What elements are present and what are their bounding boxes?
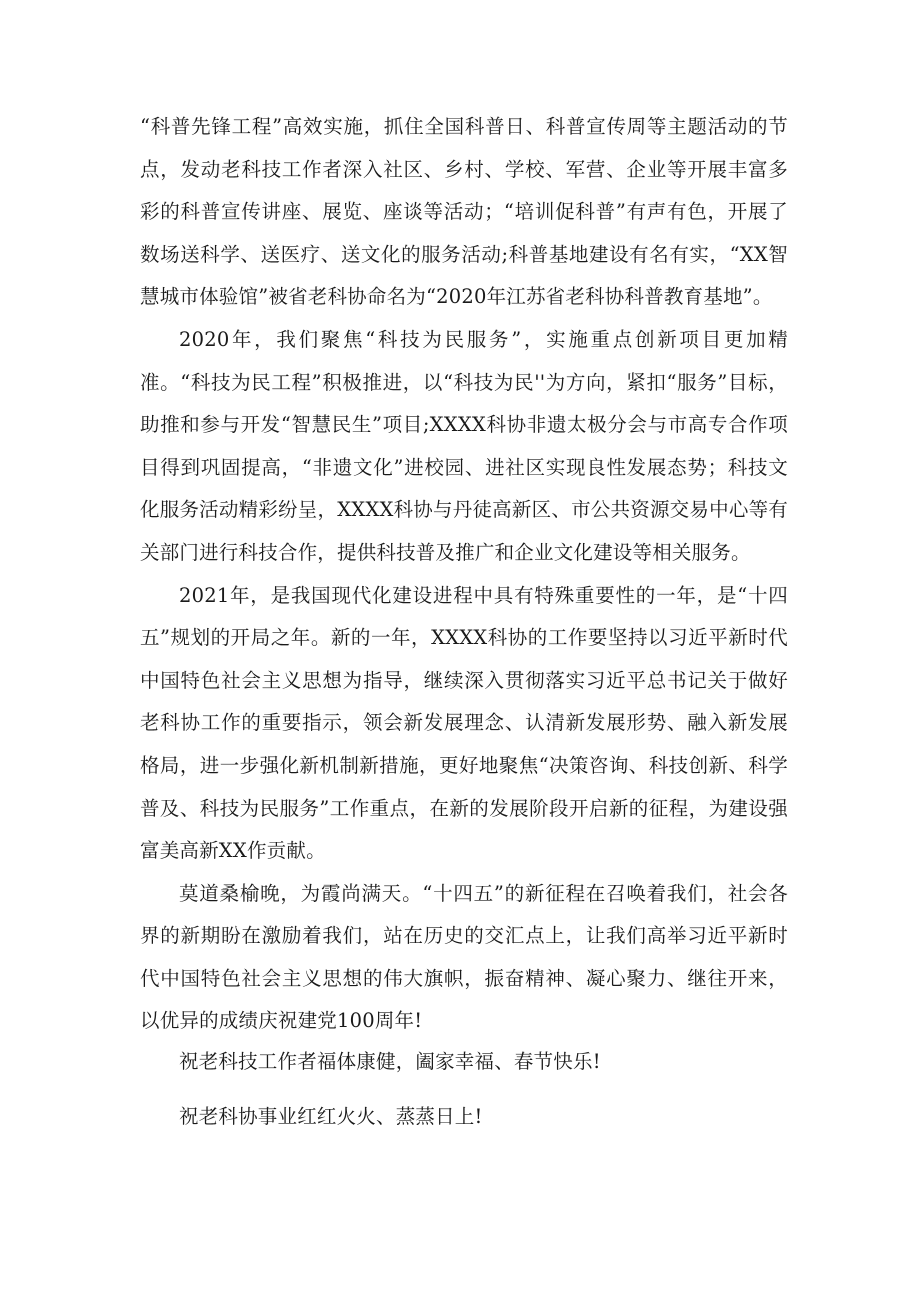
paragraph-closing-call: 莫道桑榆晚，为霞尚满天。“十四五”的新征程在召唤着我们，社会各界的新期盼在激励着我们，站在历史的交汇点上，让我们高举习近平新时代中国特色社会主义思想的伟大旗帜，振奋精神、凝心聚力、继往开来，以优异的成绩庆祝建党100周年! [140, 881, 788, 1033]
greeting-wish-prosperity: 祝老科协事业红红火火、蒸蒸日上! [179, 1104, 483, 1128]
paragraph-2020-review: 2020年，我们聚焦“科技为民服务”，实施重点创新项目更加精准。“科技为民工程”积极推进，以“科技为民''为方向，紧扣“服务”目标，助推和参与开发“智慧民生”项目;XXXX科协非遗太极分会与市高专合作项目得到巩固提高，“非遗文化”进校园、进社区实现良性发展态势；科技文化服务活动精彩纷呈，XXXX科协与丹徒高新区、市公共资源交易中心等有关部门进行科技合作，提供科技普及推广和企业文化建设等相关服务。 [140, 327, 788, 564]
paragraph-science-popularization: “科普先锋工程”高效实施，抓住全国科普日、科普宣传周等主题活动的节点，发动老科技工作者深入社区、乡村、学校、军营、企业等开展丰富多彩的科普宣传讲座、展览、座谈等活动；“培训促科普”有声有色，开展了数场送科学、送医疗、送文化的服务活动;科普基地建设有名有实，“XX智慧城市体验馆”被省老科协命名为“2020年江苏省老科协科普教育基地”。 [140, 115, 788, 309]
greeting-wish-health: 祝老科技工作者福体康健，阖家幸福、春节快乐! [179, 1050, 601, 1074]
paragraph-2021-plan: 2021年，是我国现代化建设进程中具有特殊重要性的一年，是“十四五”规划的开局之年。新的一年，XXXX科协的工作要坚持以习近平新时代中国特色社会主义思想为指导，继续深入贯彻落实习近平总书记关于做好老科协工作的重要指示，领会新发展理念、认清新发展形势、融入新发展格局，进一步强化新机制新措施，更好地聚焦“决策咨询、科技创新、科学普及、科技为民服务”工作重点，在新的发展阶段开启新的征程，为建设强富美高新XX作贡献。 [140, 583, 788, 863]
document-body [140, 106, 788, 1138]
